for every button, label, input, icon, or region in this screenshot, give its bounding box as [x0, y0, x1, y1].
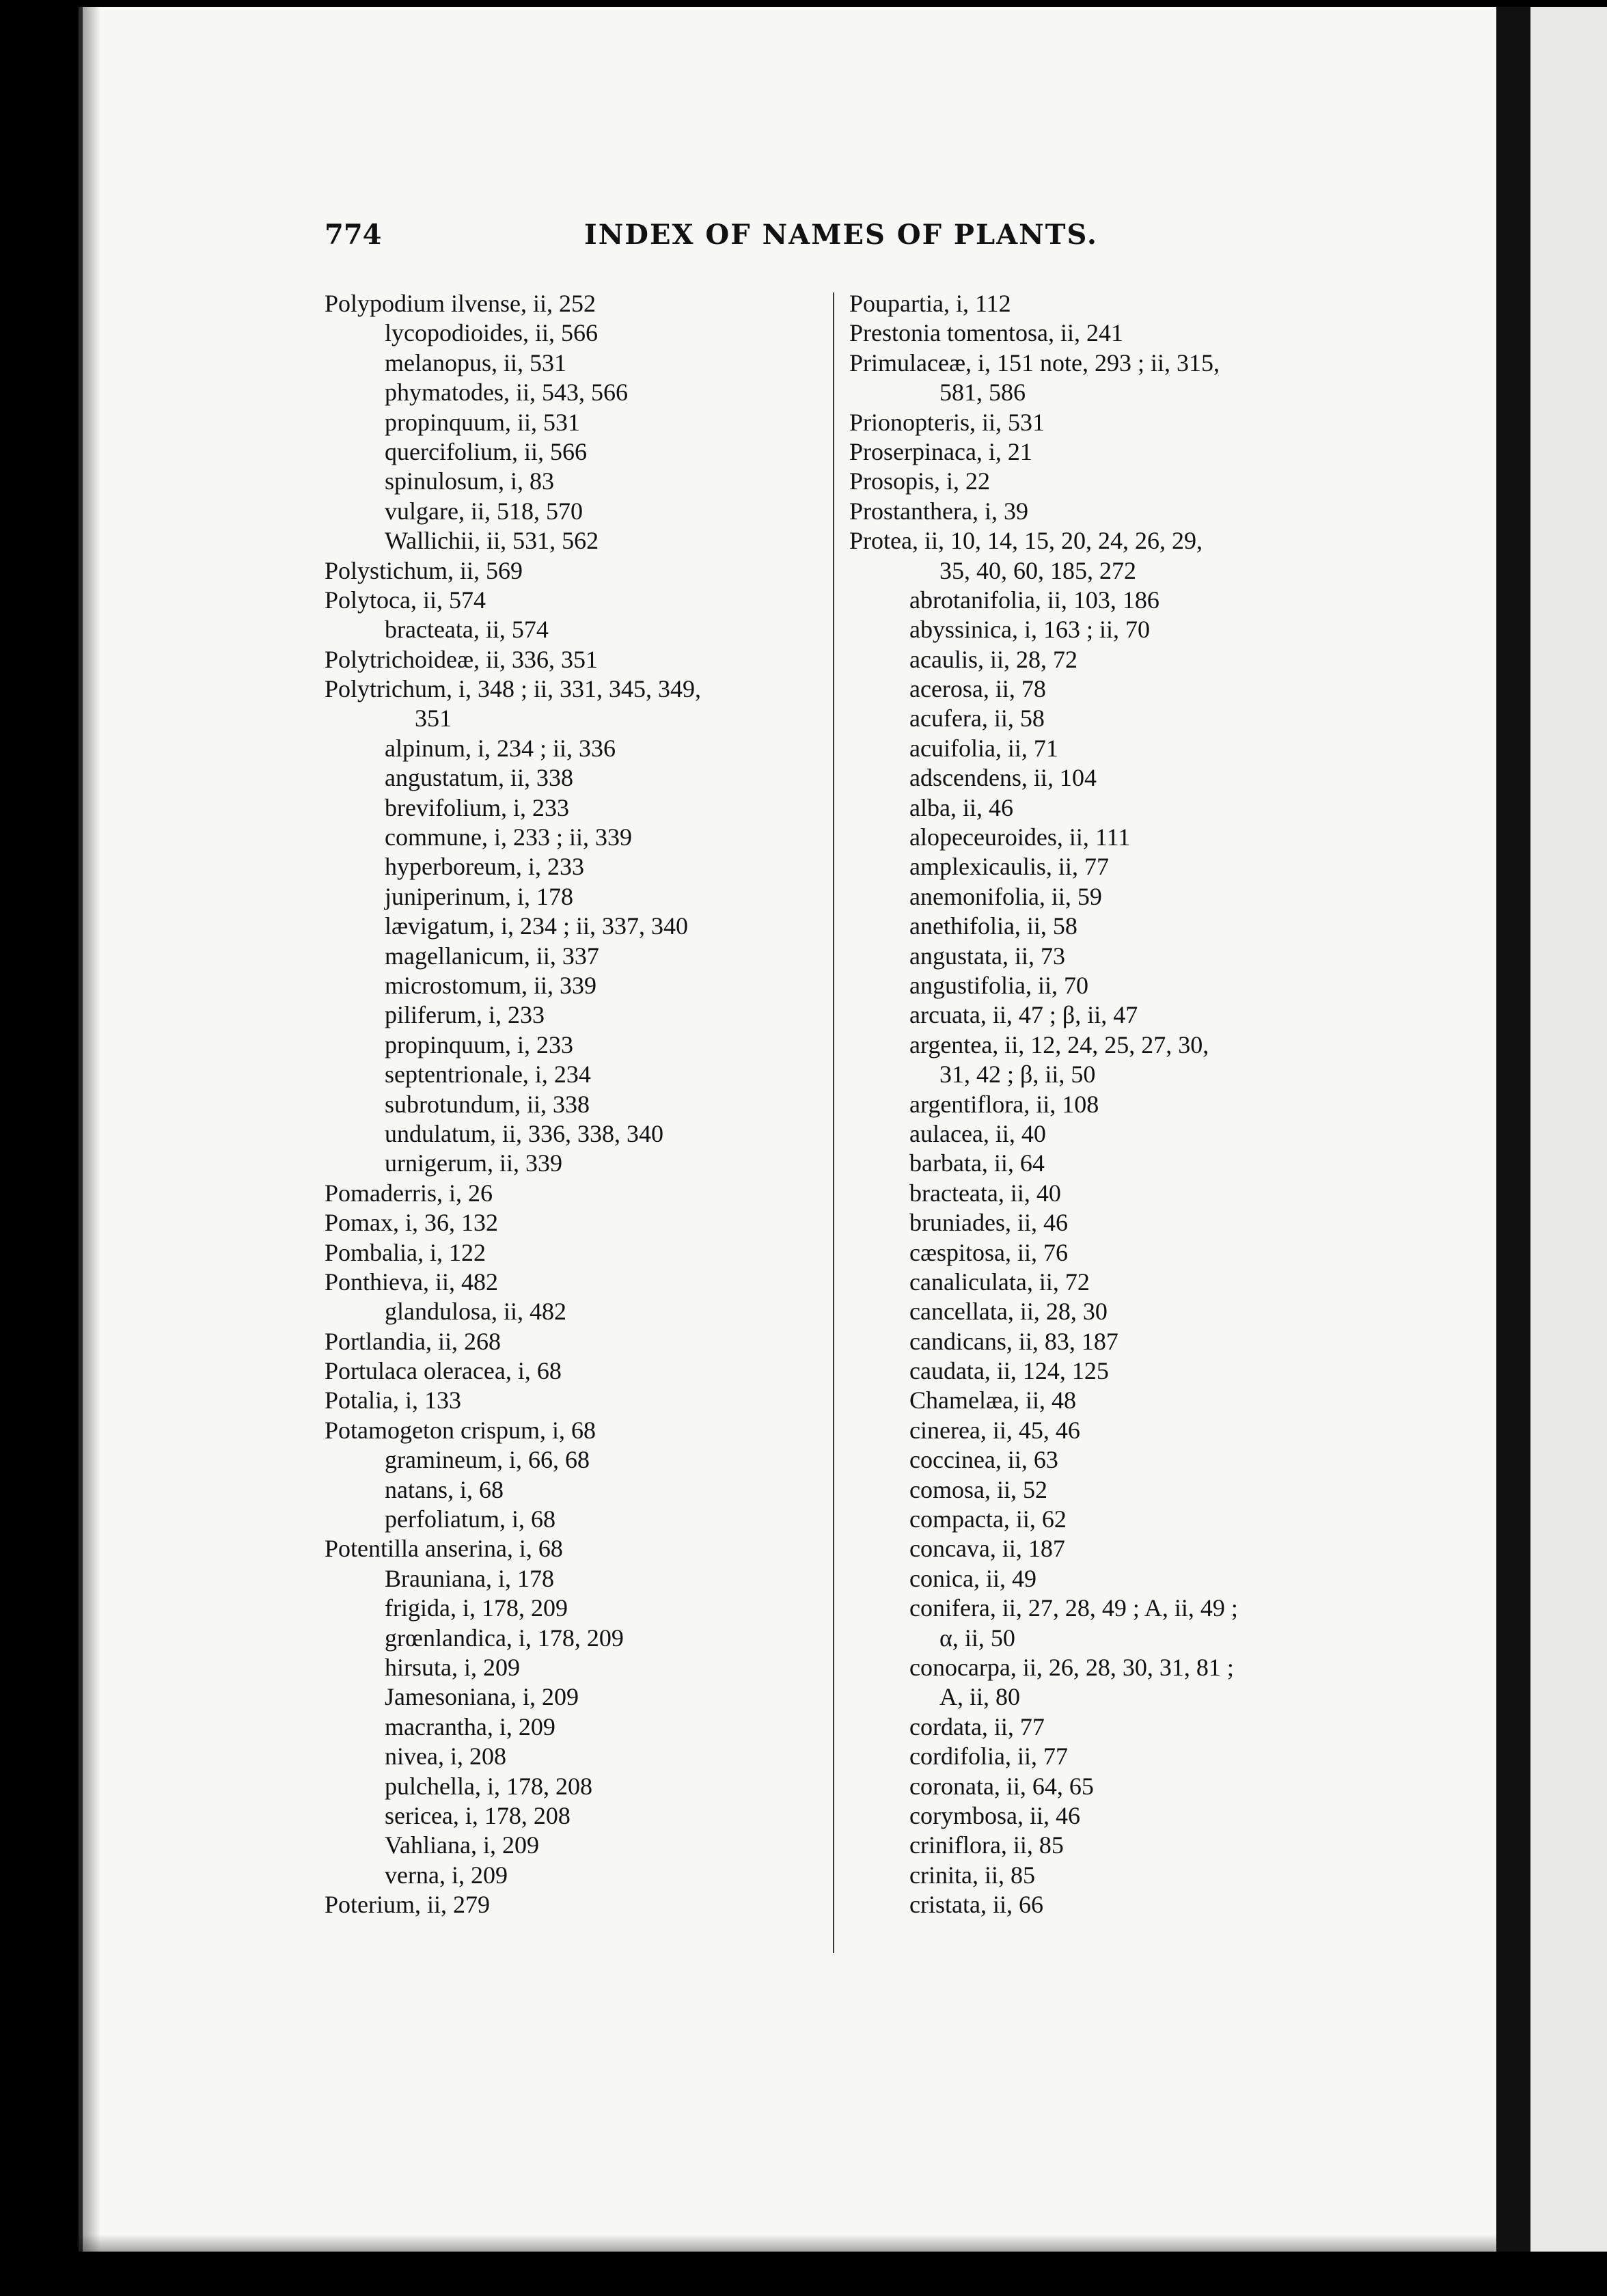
index-entry-continuation: 35, 40, 60, 185, 272 [939, 556, 1136, 584]
index-entry: Potamogeton crispum, i, 68 [325, 1416, 596, 1444]
index-column-right [849, 289, 1348, 1919]
index-subentry: cæspitosa, ii, 76 [909, 1238, 1068, 1266]
index-entry: Polypodium ilvense, ii, 252 [325, 290, 596, 317]
index-subentry: gramineum, i, 66, 68 [385, 1446, 590, 1474]
running-title: INDEX OF NAMES OF PLANTS. [584, 219, 1098, 251]
next-page-edge [1530, 7, 1607, 2252]
index-entry-continuation: 581, 586 [939, 379, 1026, 407]
index-column-left [325, 289, 823, 1919]
index-subentry: arcuata, ii, 47 ; β, ii, 47 [909, 1001, 1138, 1029]
index-subentry: brevifolium, i, 233 [385, 793, 569, 821]
page-gap [1496, 7, 1530, 2252]
index-subentry: Wallichii, ii, 531, 562 [385, 527, 599, 555]
index-subentry: phymatodes, ii, 543, 566 [385, 379, 628, 407]
index-subentry: perfoliatum, i, 68 [385, 1505, 555, 1533]
index-subentry: undulatum, ii, 336, 338, 340 [385, 1119, 663, 1147]
index-subentry: nivea, i, 208 [385, 1742, 506, 1771]
index-subentry: commune, i, 233 ; ii, 339 [385, 823, 632, 851]
index-entry: Prostanthera, i, 39 [849, 497, 1028, 525]
page-header [325, 219, 1315, 260]
index-subentry: alpinum, i, 234 ; ii, 336 [385, 734, 616, 762]
index-subentry: melanopus, ii, 531 [385, 348, 566, 377]
index-entry: Ponthieva, ii, 482 [325, 1268, 498, 1296]
index-subentry: amplexicaulis, ii, 77 [909, 853, 1109, 881]
index-subentry: Jamesoniana, i, 209 [385, 1683, 579, 1711]
index-entry: Primulaceæ, i, 151 note, 293 ; ii, 315, [849, 348, 1220, 377]
index-subentry: conifera, ii, 27, 28, 49 ; A, ii, 49 ; [909, 1594, 1238, 1622]
index-subentry: bracteata, ii, 574 [385, 616, 549, 644]
index-subentry: verna, i, 209 [385, 1861, 508, 1889]
index-subentry: glandulosa, ii, 482 [385, 1298, 566, 1326]
index-subentry: aulacea, ii, 40 [909, 1119, 1046, 1147]
index-entry: Poupartia, i, 112 [849, 290, 1011, 317]
index-entry: Potalia, i, 133 [325, 1386, 461, 1414]
index-subentry: coccinea, ii, 63 [909, 1446, 1058, 1474]
index-subentry: bracteata, ii, 40 [909, 1179, 1061, 1207]
index-subentry: caudata, ii, 124, 125 [909, 1357, 1109, 1385]
index-entry: Pomax, i, 36, 132 [325, 1209, 499, 1237]
index-entry: Pombalia, i, 122 [325, 1238, 486, 1266]
index-subentry: spinulosum, i, 83 [385, 467, 555, 495]
index-subentry: angustatum, ii, 338 [385, 764, 573, 792]
index-subentry: angustata, ii, 73 [909, 942, 1065, 970]
index-subentry: propinquum, i, 233 [385, 1030, 573, 1058]
index-subentry: canaliculata, ii, 72 [909, 1268, 1090, 1296]
index-entry: Portulaca oleracea, i, 68 [325, 1357, 562, 1385]
index-subentry: anemonifolia, ii, 59 [909, 882, 1102, 910]
index-subentry: lycopodioides, ii, 566 [385, 319, 598, 347]
index-subentry: acuifolia, ii, 71 [909, 734, 1058, 762]
index-subentry: septentrionale, i, 234 [385, 1061, 591, 1089]
page-number: 774 [325, 219, 382, 251]
index-subentry: frigida, i, 178, 209 [385, 1594, 568, 1622]
index-subentry: piliferum, i, 233 [385, 1001, 545, 1029]
index-subentry: conica, ii, 49 [909, 1564, 1036, 1592]
index-subentry: hirsuta, i, 209 [385, 1653, 520, 1681]
index-subentry: corymbosa, ii, 46 [909, 1801, 1080, 1829]
index-entry: Prionopteris, ii, 531 [849, 408, 1045, 436]
index-entry: Potentilla anserina, i, 68 [325, 1535, 563, 1563]
index-subentry: candicans, ii, 83, 187 [909, 1327, 1118, 1355]
index-subentry: anethifolia, ii, 58 [909, 912, 1077, 940]
index-subentry: magellanicum, ii, 337 [385, 942, 599, 970]
index-subentry: cinerea, ii, 45, 46 [909, 1416, 1080, 1444]
index-subentry: criniflora, ii, 85 [909, 1831, 1064, 1859]
index-entry-continuation: 351 [415, 705, 452, 733]
index-subentry: subrotundum, ii, 338 [385, 1090, 590, 1118]
index-subentry: angustifolia, ii, 70 [909, 971, 1088, 999]
index-subentry: propinquum, ii, 531 [385, 408, 580, 436]
index-subentry: lævigatum, i, 234 ; ii, 337, 340 [385, 912, 689, 940]
index-entry: Proserpinaca, i, 21 [849, 437, 1032, 465]
index-subentry: abyssinica, i, 163 ; ii, 70 [909, 616, 1150, 644]
index-subentry: grœnlandica, i, 178, 209 [385, 1624, 624, 1652]
index-entry: Prosopis, i, 22 [849, 467, 991, 495]
index-subentry: barbata, ii, 64 [909, 1149, 1045, 1177]
index-subentry: macrantha, i, 209 [385, 1712, 555, 1740]
index-entry-continuation: α, ii, 50 [939, 1624, 1015, 1652]
index-subentry: cordifolia, ii, 77 [909, 1742, 1068, 1771]
index-entry: Portlandia, ii, 268 [325, 1327, 501, 1355]
index-subentry: bruniades, ii, 46 [909, 1209, 1068, 1237]
index-subentry: coronata, ii, 64, 65 [909, 1772, 1094, 1800]
index-subentry: hyperboreum, i, 233 [385, 853, 584, 881]
index-subentry: cancellata, ii, 28, 30 [909, 1298, 1108, 1326]
index-subentry: Vahliana, i, 209 [385, 1831, 539, 1859]
index-subentry: acufera, ii, 58 [909, 705, 1045, 733]
index-entry: Prestonia tomentosa, ii, 241 [849, 319, 1123, 347]
index-subentry: alba, ii, 46 [909, 793, 1013, 821]
index-entry: Protea, ii, 10, 14, 15, 20, 24, 26, 29, [849, 527, 1203, 555]
index-subentry: alopeceuroides, ii, 111 [909, 823, 1131, 851]
index-subentry: natans, i, 68 [385, 1475, 504, 1503]
index-subentry: pulchella, i, 178, 208 [385, 1772, 592, 1800]
index-subentry: urnigerum, ii, 339 [385, 1149, 562, 1177]
index-subentry: crinita, ii, 85 [909, 1861, 1035, 1889]
index-subentry: acaulis, ii, 28, 72 [909, 645, 1077, 673]
index-entry: Polytoca, ii, 574 [325, 586, 486, 614]
index-subentry: cristata, ii, 66 [909, 1891, 1043, 1919]
index-entry: Polytrichum, i, 348 ; ii, 331, 345, 349, [325, 675, 702, 703]
index-subentry: Brauniana, i, 178 [385, 1564, 554, 1592]
index-subentry: concava, ii, 187 [909, 1535, 1065, 1563]
index-entry-continuation: A, ii, 80 [939, 1683, 1021, 1711]
index-subentry: argentea, ii, 12, 24, 25, 27, 30, [909, 1030, 1209, 1058]
index-entry: Polytrichoideæ, ii, 336, 351 [325, 645, 598, 673]
index-subentry: Chamelæa, ii, 48 [909, 1386, 1076, 1414]
index-subentry: sericea, i, 178, 208 [385, 1801, 571, 1829]
index-subentry: comosa, ii, 52 [909, 1475, 1047, 1503]
gutter-shadow [83, 7, 100, 2252]
index-entry-continuation: 31, 42 ; β, ii, 50 [939, 1061, 1096, 1089]
index-entry: Poterium, ii, 279 [325, 1891, 490, 1919]
index-subentry: quercifolium, ii, 566 [385, 437, 587, 465]
index-subentry: conocarpa, ii, 26, 28, 30, 31, 81 ; [909, 1653, 1234, 1681]
index-entry: Pomaderris, i, 26 [325, 1179, 493, 1207]
index-subentry: argentiflora, ii, 108 [909, 1090, 1099, 1118]
index-subentry: vulgare, ii, 518, 570 [385, 497, 583, 525]
column-divider [833, 292, 834, 1953]
index-subentry: abrotanifolia, ii, 103, 186 [909, 586, 1159, 614]
index-subentry: adscendens, ii, 104 [909, 764, 1097, 792]
index-subentry: microstomum, ii, 339 [385, 971, 596, 999]
index-subentry: acerosa, ii, 78 [909, 675, 1046, 703]
index-subentry: juniperinum, i, 178 [385, 882, 573, 910]
index-subentry: compacta, ii, 62 [909, 1505, 1067, 1533]
index-subentry: cordata, ii, 77 [909, 1712, 1045, 1740]
index-entry: Polystichum, ii, 569 [325, 556, 523, 584]
page-bottom-edge [79, 2234, 1496, 2255]
